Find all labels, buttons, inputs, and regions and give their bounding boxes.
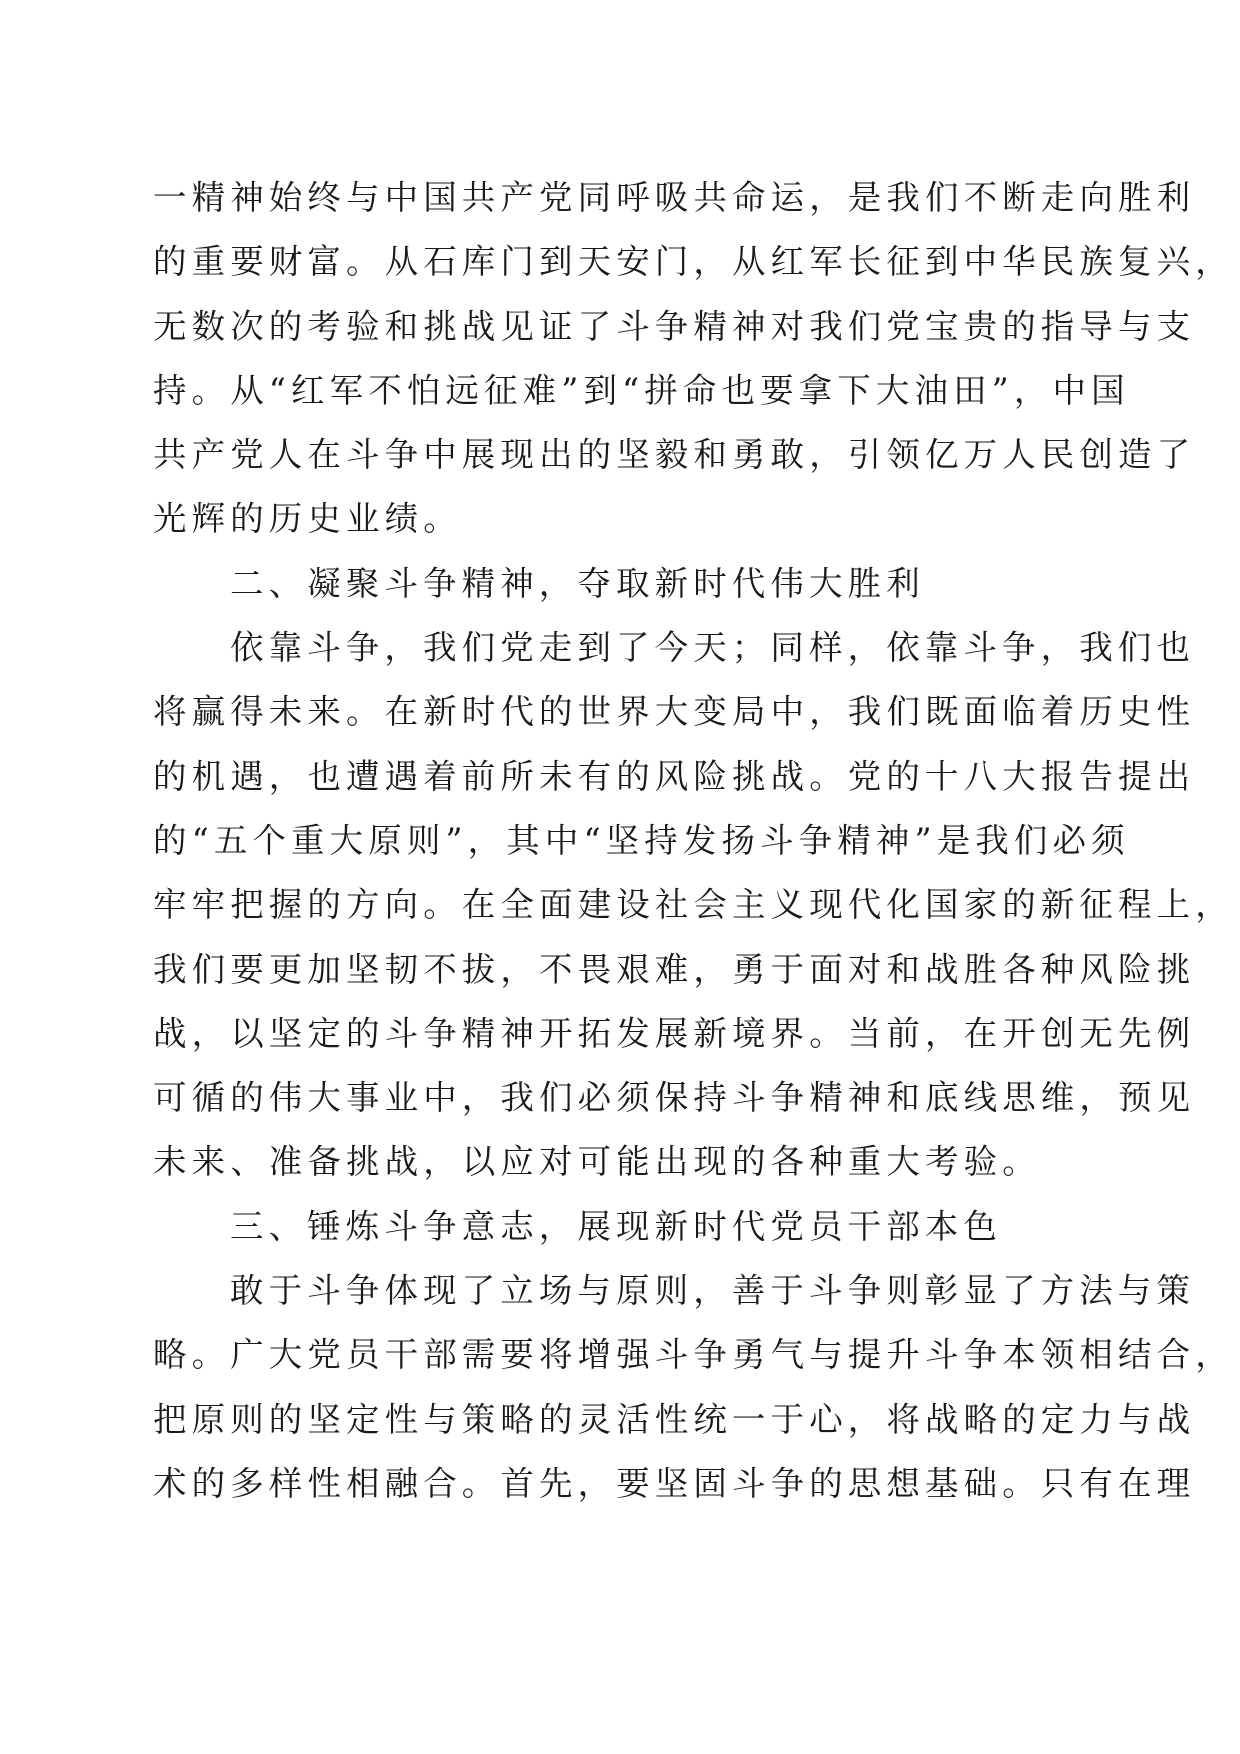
text-line: 略。广大党员干部需要将增强斗争勇气与提升斗争本领相结合， — [153, 1335, 1234, 1375]
document-body — [153, 166, 1234, 1516]
text-line: 战，以坚定的斗争精神开拓发展新境界。当前，在开创无先例 — [153, 1013, 1196, 1053]
text-line: 未来、准备挑战，以应对可能出现的各种重大考验。 — [153, 1142, 1041, 1182]
text-line: 把原则的坚定性与策略的灵活性统一于心，将战略的定力与战 — [153, 1399, 1196, 1439]
text-line: 持。从“红军不怕远征难”到“拼命也要拿下大油田”，中国 — [153, 370, 1130, 410]
text-line: 的机遇，也遭遇着前所未有的风险挑战。党的十八大报告提出 — [153, 756, 1196, 796]
paragraph-first-line: 敢于斗争体现了立场与原则，善于斗争则彰显了方法与策 — [230, 1271, 1195, 1311]
text-line: 一精神始终与中国共产党同呼吸共命运，是我们不断走向胜利 — [153, 178, 1196, 217]
text-line: 的重要财富。从石库门到天安门，从红军长征到中华民族复兴， — [153, 242, 1234, 282]
text-line: 光辉的历史业绩。 — [153, 499, 462, 539]
text-line: 共产党人在斗争中展现出的坚毅和勇敢，引领亿万人民创造了 — [153, 435, 1196, 475]
paragraph-first-line: 二、凝聚斗争精神，夺取新时代伟大胜利 — [230, 563, 925, 603]
paragraph-first-line: 三、锤炼斗争意志，展现新时代党员干部本色 — [230, 1206, 1002, 1246]
text-line: 可循的伟大事业中，我们必须保持斗争精神和底线思维，预见 — [153, 1078, 1196, 1118]
text-line: 将赢得未来。在新时代的世界大变局中，我们既面临着历史性 — [153, 692, 1196, 732]
text-line: 牢牢把握的方向。在全面建设社会主义现代化国家的新征程上， — [153, 885, 1234, 925]
text-line: 无数次的考验和挑战见证了斗争精神对我们党宝贵的指导与支 — [153, 306, 1196, 346]
paragraph-first-line: 依靠斗争，我们党走到了今天；同样，依靠斗争，我们也 — [230, 628, 1195, 668]
text-line: 我们要更加坚韧不拔，不畏艰难，勇于面对和战胜各种风险挑 — [153, 949, 1196, 989]
text-line: 术的多样性相融合。首先，要坚固斗争的思想基础。只有在理 — [153, 1463, 1196, 1503]
text-line: 的“五个重大原则”，其中“坚持发扬斗争精神”是我们必须 — [153, 820, 1130, 860]
